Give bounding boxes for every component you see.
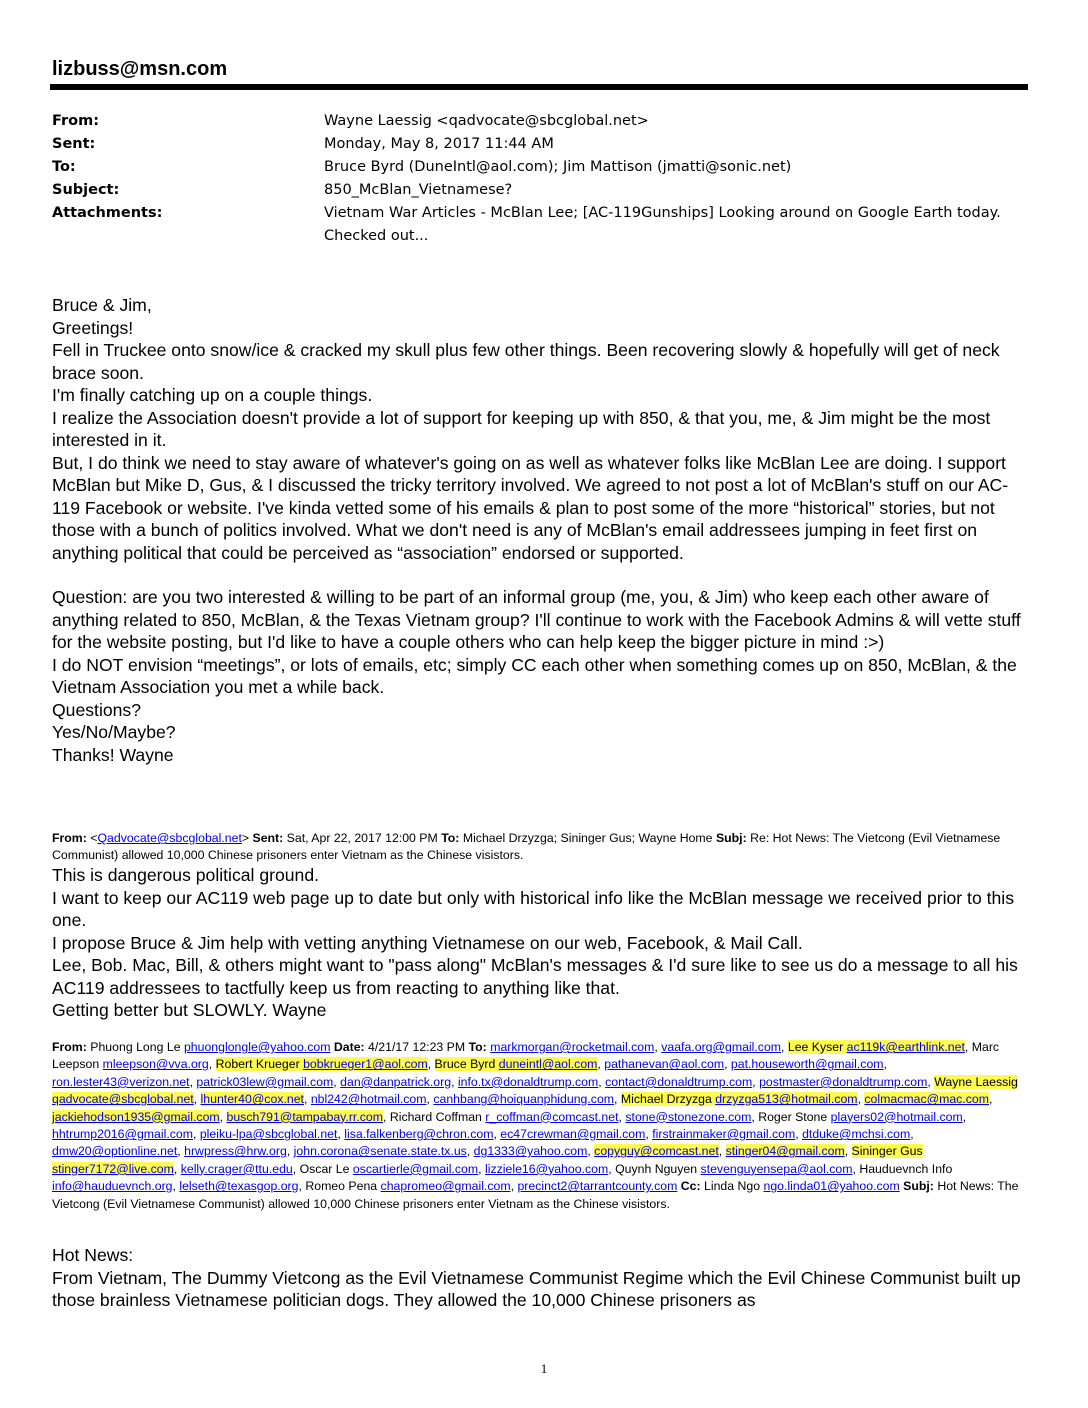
recipient-entry — [731, 1057, 887, 1071]
recipient-email-link[interactable]: pat.houseworth@gmail.com — [730, 1057, 884, 1072]
recipient-separator: , — [382, 1109, 390, 1124]
recipient-email-link[interactable]: players02@hotmail.com — [830, 1109, 963, 1124]
recipient-entry — [52, 1075, 196, 1089]
recipient-email-link[interactable]: vaafa.org@gmail.com — [661, 1040, 782, 1054]
recipient-name: Michael Drzyzga — [620, 1092, 716, 1107]
recipient-email-link[interactable]: ac119k@earthlink.net — [846, 1040, 965, 1054]
body-paragraph: Bruce & Jim, — [52, 295, 152, 315]
to-value: Bruce Byrd (DuneIntl@aol.com); Jim Mattison (jmatti@sonic.net) — [324, 159, 792, 175]
recipient-separator: , — [844, 1144, 852, 1159]
subject-value: 850_McBlan_Vietnamese? — [324, 182, 513, 198]
recipient-email-link[interactable]: dg1333@yahoo.com — [473, 1144, 588, 1159]
fwd-from-label: From: — [52, 831, 87, 845]
recipient-entry — [311, 1092, 434, 1106]
recipient-separator: , — [478, 1161, 485, 1176]
from-row — [52, 110, 1027, 133]
fwd2-from-email-link[interactable]: phuonglongle@yahoo.com — [183, 1040, 331, 1054]
recipient-separator: , — [292, 1161, 300, 1176]
body-paragraph: Fell in Truckee onto snow/ice & cracked my skull plus few other things. Been recovering slowly & hopefully will get of neck brace soon. — [52, 340, 1000, 383]
fwd-subj-value: Re: Hot News: The Vietcong (Evil Vietnamese Communist) allowed 10,000 Chinese prisoners enter Vietnam as the Chinese visistors. — [52, 831, 1001, 862]
forwarded-header-2 — [52, 1039, 1027, 1213]
recipient-entry — [340, 1075, 458, 1089]
recipient-entry — [604, 1057, 731, 1071]
recipient-separator: , — [598, 1074, 606, 1089]
fwd-from-email-link[interactable]: Qadvocate@sbcglobal.net — [97, 831, 242, 845]
sent-row — [52, 133, 1027, 156]
fwd2-cc-email-link[interactable]: ngo.linda01@yahoo.com — [763, 1179, 900, 1194]
fwd2-date-label: Date: — [333, 1040, 365, 1054]
recipient-separator: , — [654, 1040, 662, 1054]
recipient-separator: , — [618, 1109, 626, 1124]
recipient-separator: , — [587, 1144, 595, 1159]
fwd-subj-label: Subj: — [715, 831, 747, 845]
recipient-entry — [625, 1110, 758, 1124]
fwd2-date-value: 4/21/17 12:23 PM — [368, 1040, 466, 1054]
recipient-email-link[interactable]: dmw20@optionline.net — [52, 1144, 178, 1159]
fwd-from-bracket: < — [90, 831, 98, 845]
recipient-email-link[interactable]: info@hauduevnch.org — [52, 1179, 173, 1194]
subject-row — [52, 179, 1027, 202]
recipient-entry — [52, 1144, 184, 1158]
fwd-sent-label: Sent: — [252, 831, 284, 845]
fwd2-from-name: Phuong Long Le — [90, 1040, 181, 1054]
recipient-entry — [458, 1075, 605, 1089]
recipient-entry — [201, 1092, 311, 1106]
body-paragraph: I realize the Association doesn't provide a lot of support for keeping up with 850, & that you, me, & Jim might be the most interested in it. — [52, 407, 991, 450]
recipient-email-link[interactable]: stinger04@gmail.com — [725, 1144, 845, 1159]
recipient-separator: , — [466, 1144, 474, 1159]
recipient-name: Lee Kyser — [787, 1040, 847, 1054]
recipient-entry — [305, 1179, 517, 1193]
body-paragraph: Lee, Bob. Mac, Bill, & others might want to "pass along" McBlan's messages & I'd sure like to see us do a message to all his AC119 addressees to tactfully keep us from reacting to anything like that. — [52, 955, 1018, 998]
recipient-entry — [500, 1127, 652, 1141]
recipient-separator: , — [173, 1161, 181, 1176]
recipient-entry — [216, 1057, 435, 1071]
recipient-separator: , — [645, 1127, 653, 1142]
recipient-email-link[interactable]: nbl242@hotmail.com — [310, 1092, 427, 1107]
recipient-entry — [52, 1127, 200, 1141]
recipient-separator: , — [962, 1109, 967, 1124]
recipient-separator: , — [857, 1092, 865, 1107]
recipient-name: Wayne Laessig — [934, 1074, 1018, 1089]
page-number: 1 — [540, 1361, 548, 1376]
body-paragraph: I'm finally catching up on a couple things. — [52, 385, 373, 405]
recipient-entry — [390, 1110, 626, 1124]
body-paragraph: I do NOT envision “meetings”, or lots of emails, etc; simply CC each other when something comes up on 850, McBlan, & the Vietnam Association you met a while back. — [52, 654, 1017, 697]
recipient-entry — [621, 1092, 865, 1106]
recipient-separator: , — [172, 1179, 180, 1194]
body-paragraph: But, I do think we need to stay aware of whatever's going on as well as whatever folks like McBlan Lee are doing. I support McBlan but Mike D, Gus, & I discussed the tricky territory involved. We agreed to not post a lot of McBlan's stuff on our AC-119 Facebook or website. I've kinda vetted some of his emails & plan to post some of the more “historical” stories, but not those with a bunch of politics involved. What we don't need is any of McBlan's email addressees jumping in feet first on anything political that could be perceived as “association” endorsed or supported. — [52, 452, 1009, 563]
recipient-entry — [490, 1040, 661, 1054]
recipient-list — [52, 1040, 1018, 1193]
recipient-email-link[interactable]: lelseth@texasgop.org — [179, 1179, 299, 1194]
recipient-entry — [802, 1127, 914, 1141]
fwd2-subj-label: Subj: — [903, 1179, 934, 1194]
from-label: From: — [52, 113, 99, 129]
recipient-separator: , — [451, 1074, 458, 1089]
recipient-entry — [758, 1110, 966, 1124]
recipient-email-link[interactable]: markmorgan@rocketmail.com — [490, 1040, 655, 1054]
recipient-separator: , — [493, 1127, 501, 1142]
email-header — [52, 110, 1027, 248]
recipient-email-link[interactable]: lhunter40@cox.net — [200, 1092, 304, 1107]
recipient-email-link[interactable]: kelly.crager@ttu.edu — [180, 1161, 293, 1176]
recipient-separator: , — [192, 1127, 200, 1142]
recipient-separator: , — [193, 1092, 201, 1107]
message-body — [52, 294, 1027, 766]
recipient-email-link[interactable]: colmacmac@mac.com — [864, 1092, 989, 1107]
recipient-entry — [726, 1144, 852, 1158]
recipient-separator: , — [298, 1179, 306, 1194]
recipient-email-link[interactable]: pleiku-lpa@sbcglobal.net — [199, 1127, 338, 1142]
recipient-email-link[interactable]: stevenguyensepa@aol.com — [700, 1161, 853, 1176]
body-paragraph: From Vietnam, The Dummy Vietcong as the Evil Vietnamese Communist Regime which the Evil Chinese Communist built up those brainless Vietnamese politician dogs. They allowed the 10,000 Chinese prisoners as — [52, 1267, 1021, 1310]
recipient-separator: , — [597, 1057, 605, 1072]
recipient-entry — [52, 1110, 227, 1124]
recipient-separator: , — [510, 1179, 518, 1194]
recipient-entry — [517, 1179, 677, 1193]
recipient-separator: , — [883, 1057, 887, 1072]
recipient-entry — [184, 1144, 294, 1158]
recipient-email-link[interactable]: postmaster@donaldtrump.com — [759, 1074, 928, 1089]
recipient-email-link[interactable]: r_coffman@comcast.net — [485, 1109, 619, 1124]
body-paragraph: This is dangerous political ground. — [52, 865, 319, 885]
recipient-email-link[interactable]: qadvocate@sbcglobal.net — [52, 1092, 194, 1107]
recipient-entry — [196, 1075, 340, 1089]
recipient-entry — [294, 1144, 474, 1158]
recipient-separator: , — [427, 1057, 435, 1072]
recipient-name: Robert Krueger — [215, 1057, 304, 1072]
recipient-separator: , — [614, 1092, 621, 1107]
recipient-email-link[interactable]: hrwpress@hrw.org — [184, 1144, 287, 1159]
subject-label: Subject: — [52, 182, 120, 198]
recipient-separator: , — [208, 1057, 216, 1072]
recipient-email-link[interactable]: canhbang@hoiquanphidung.com — [433, 1092, 615, 1107]
recipient-email-link[interactable]: duneintl@aol.com — [498, 1057, 598, 1072]
recipient-name: Sininger Gus — [851, 1144, 923, 1159]
recipient-separator: , — [724, 1057, 731, 1072]
recipient-entry — [181, 1162, 300, 1176]
sent-value: Monday, May 8, 2017 11:44 AM — [324, 136, 554, 152]
recipient-separator: , — [426, 1092, 434, 1107]
recipient-separator: , — [608, 1161, 616, 1176]
recipient-separator: , — [177, 1144, 185, 1159]
recipient-email-link[interactable]: dan@danpatrick.org — [340, 1074, 452, 1089]
recipient-entry — [344, 1127, 500, 1141]
fwd2-from-label: From: — [52, 1040, 87, 1054]
recipient-separator: , — [795, 1127, 803, 1142]
recipient-separator: , — [286, 1144, 294, 1159]
recipient-email-link[interactable]: drzyzga513@hotmail.com — [715, 1092, 858, 1107]
recipient-entry — [661, 1040, 788, 1054]
recipient-entry — [788, 1040, 972, 1054]
recipient-email-link[interactable]: contact@donaldtrump.com — [605, 1074, 753, 1089]
recipient-name: Romeo Pena — [305, 1179, 381, 1194]
recipient-entry — [474, 1144, 595, 1158]
recipient-entry — [652, 1127, 802, 1141]
fwd2-to-label: To: — [468, 1040, 487, 1054]
account-title: lizbuss@msn.com — [52, 58, 228, 80]
recipient-email-link[interactable]: stinger7172@live.com — [52, 1161, 174, 1176]
attachments-row — [52, 202, 1027, 248]
recipient-separator: , — [337, 1127, 345, 1142]
recipient-email-link[interactable]: lizziele16@yahoo.com — [485, 1161, 609, 1176]
recipient-entry — [179, 1179, 305, 1193]
recipient-email-link[interactable]: chapromeo@gmail.com — [380, 1179, 511, 1194]
fwd-sent-value: Sat, Apr 22, 2017 12:00 PM — [286, 831, 438, 845]
fwd-to-value: Michael Drzyzga; Sininger Gus; Wayne Home — [462, 831, 713, 845]
recipient-separator: , — [718, 1144, 726, 1159]
body-paragraph: Getting better but SLOWLY. Wayne — [52, 1000, 327, 1020]
reply-body — [52, 864, 1027, 1022]
recipient-email-link[interactable]: mleepson@vva.org — [102, 1057, 209, 1072]
attachments-label: Attachments: — [52, 205, 163, 221]
recipient-entry — [864, 1092, 992, 1106]
recipient-separator: , — [303, 1092, 311, 1107]
fwd2-subj-value: Hot News: The Vietcong (Evil Vietnamese Communist) allowed 10,000 Chinese prisoners enter Vietnam as the Chinese visistors. — [52, 1179, 1019, 1211]
recipient-email-link[interactable]: hhtrump2016@gmail.com — [52, 1127, 193, 1142]
recipient-entry — [594, 1144, 725, 1158]
recipient-email-link[interactable]: pathanevan@aol.com — [604, 1057, 725, 1072]
forwarded-header-1 — [52, 830, 1027, 863]
recipient-name: Oscar Le — [299, 1161, 353, 1176]
body-paragraph: Hot News: — [52, 1245, 134, 1265]
recipient-entry — [485, 1162, 615, 1176]
recipient-email-link[interactable]: info.tx@donaldtrump.com — [457, 1074, 599, 1089]
recipient-separator: , — [964, 1040, 972, 1054]
body-paragraph: Questions? — [52, 699, 141, 720]
recipient-separator: , — [219, 1109, 227, 1124]
recipient-name: Roger Stone — [758, 1109, 831, 1124]
paragraph-gap — [52, 564, 1027, 586]
recipient-entry — [435, 1057, 605, 1071]
body-paragraph: Yes/No/Maybe? — [52, 722, 176, 742]
recipient-email-link[interactable]: firstrainmaker@gmail.com — [652, 1127, 796, 1142]
recipient-entry — [227, 1110, 390, 1124]
recipient-email-link[interactable]: ron.lester43@verizon.net — [52, 1074, 190, 1089]
recipient-email-link[interactable]: stone@stonezone.com — [625, 1109, 752, 1124]
recipient-separator: , — [189, 1074, 197, 1089]
recipient-entry — [200, 1127, 344, 1141]
recipient-email-link[interactable]: jackiehodson1935@gmail.com — [52, 1109, 220, 1124]
recipient-entry — [300, 1162, 485, 1176]
recipient-email-link[interactable]: busch791@tampabay.rr.com — [226, 1109, 383, 1124]
recipient-email-link[interactable]: precinct2@tarrantcounty.com — [517, 1179, 678, 1194]
recipient-email-link[interactable]: dtduke@mchsi.com — [802, 1127, 911, 1142]
recipient-separator: , — [988, 1092, 993, 1107]
recipient-separator: , — [752, 1074, 760, 1089]
recipient-name: Quynh Nguyen — [615, 1161, 701, 1176]
recipient-separator: , — [751, 1109, 759, 1124]
sent-label: Sent: — [52, 136, 96, 152]
recipient-email-link[interactable]: john.corona@senate.state.tx.us — [293, 1144, 467, 1159]
header-divider — [50, 84, 1028, 90]
recipient-entry — [759, 1075, 934, 1089]
attachments-value: Vietnam War Articles - McBlan Lee; [AC-119Gunships] Looking around on Google Earth today. Checked out... — [324, 205, 1001, 244]
body-paragraph: I propose Bruce & Jim help with vetting anything Vietnamese on our web, Facebook, & Mail Call. — [52, 932, 803, 953]
recipient-name: Bruce Byrd — [434, 1057, 499, 1072]
recipient-name: Richard Coffman — [389, 1109, 486, 1124]
fwd-from-bracket: > — [241, 831, 250, 845]
recipient-separator: , — [927, 1074, 935, 1089]
recipient-entry — [433, 1092, 621, 1106]
recipient-separator: , — [852, 1161, 860, 1176]
recipient-email-link[interactable]: bobkrueger1@aol.com — [303, 1057, 428, 1072]
recipient-name: Hauduevnch Info — [859, 1161, 953, 1176]
recipient-email-link[interactable]: copyguy@comcast.net — [594, 1144, 719, 1159]
original-message-body — [52, 1244, 1027, 1312]
body-paragraph: I want to keep our AC119 web page up to date but only with historical info like the McBlan message we received prior to this one. — [52, 887, 1014, 930]
recipient-email-link[interactable]: oscartierle@gmail.com — [352, 1161, 479, 1176]
recipient-name: Marc Leepson — [52, 1040, 1000, 1072]
to-row — [52, 156, 1027, 179]
body-paragraph: Greetings! — [52, 317, 134, 338]
fwd2-cc-name: Linda Ngo — [704, 1179, 761, 1194]
body-paragraph: Thanks! Wayne — [52, 744, 174, 765]
from-value: Wayne Laessig <qadvocate@sbcglobal.net> — [324, 113, 649, 129]
body-paragraph: Question: are you two interested & willing to be part of an informal group (me, you, & Jim) who keep each other aware of anything related to 850, McBlan, & the Texas Vietnam group? I'll continue to work with the Facebook Admins & will vette stuff for the website posting, but I'd like to have a couple others who can help keep the bigger picture in mind :>) — [52, 587, 1021, 652]
fwd-to-label: To: — [441, 831, 460, 845]
recipient-email-link[interactable]: ec47crewman@gmail.com — [500, 1127, 646, 1142]
to-label: To: — [52, 159, 76, 175]
recipient-email-link[interactable]: patrick03lew@gmail.com — [196, 1074, 334, 1089]
recipient-entry — [615, 1162, 859, 1176]
recipient-separator: , — [333, 1074, 341, 1089]
recipient-email-link[interactable]: lisa.falkenberg@chron.com — [344, 1127, 494, 1142]
fwd2-cc-label: Cc: — [680, 1179, 701, 1194]
recipient-separator: , — [781, 1040, 788, 1054]
recipient-entry — [605, 1075, 759, 1089]
recipient-separator: , — [910, 1127, 914, 1142]
